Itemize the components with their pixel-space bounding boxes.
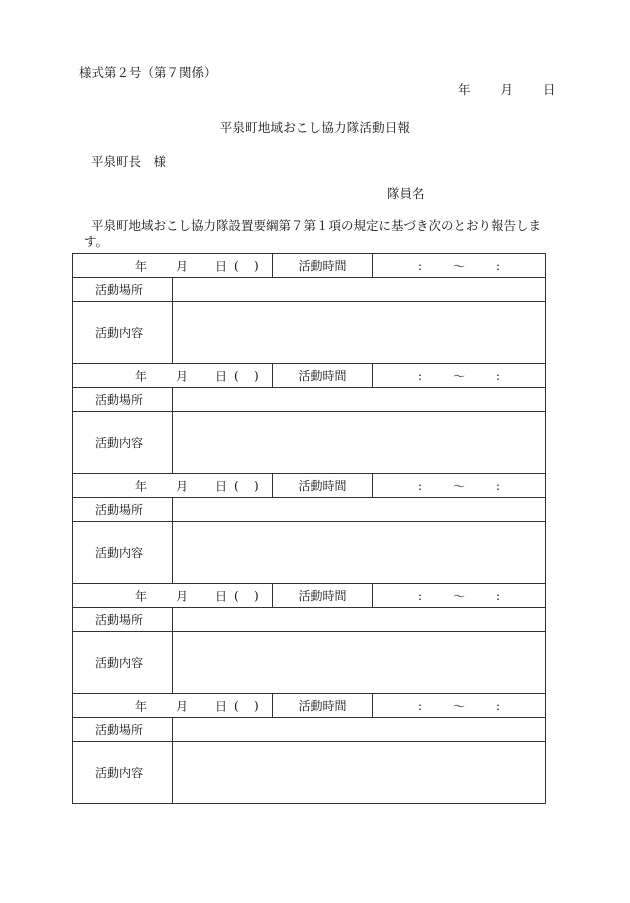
entry-year-label: 年 [135,369,148,383]
time-range-tilde: ～ [453,479,466,493]
activity-content-field[interactable] [173,522,546,584]
entry-day-label: 日 [215,259,228,273]
time-range-tilde: ～ [453,259,466,273]
activity-content-label: 活動内容 [73,302,173,364]
entry-weekday-open: ( [234,478,239,493]
entry-content-row [73,742,546,804]
end-time-colon: : [496,698,501,713]
activity-place-label: 活動場所 [73,278,173,302]
activity-place-field[interactable] [173,718,546,742]
activity-place-field[interactable] [173,278,546,302]
activity-place-field[interactable] [173,608,546,632]
end-time-colon: : [496,478,501,493]
end-time-colon: : [496,588,501,603]
activity-place-label: 活動場所 [73,718,173,742]
entry-place-row [73,278,546,302]
entry-place-row [73,718,546,742]
member-name-label: 隊員名 [387,186,425,201]
entry-month-label: 月 [176,479,189,493]
entry-date-cell[interactable] [73,694,273,718]
activity-time-label: 活動時間 [273,254,373,278]
activity-time-label: 活動時間 [273,584,373,608]
activity-content-label: 活動内容 [73,742,173,804]
entry-place-row [73,498,546,522]
entry-content-row [73,632,546,694]
date-year-label: 年 [458,82,471,97]
entry-date-row [73,474,546,498]
activity-place-label: 活動場所 [73,388,173,412]
time-range-tilde: ～ [453,369,466,383]
activity-place-field[interactable] [173,388,546,412]
activity-content-label: 活動内容 [73,522,173,584]
activity-time-label: 活動時間 [273,694,373,718]
time-range-tilde: ～ [453,589,466,603]
start-time-colon: : [418,368,423,383]
entry-year-label: 年 [135,589,148,603]
date-month-label: 月 [500,82,514,97]
entry-day-label: 日 [215,369,228,383]
activity-content-field[interactable] [173,302,546,364]
entry-date-row [73,254,546,278]
activity-place-label: 活動場所 [73,608,173,632]
entry-place-row [73,388,546,412]
entry-weekday-open: ( [234,258,239,273]
activity-time-cell[interactable] [373,584,546,608]
activity-time-label: 活動時間 [273,364,373,388]
activity-place-field[interactable] [173,498,546,522]
entry-month-label: 月 [176,369,189,383]
start-time-colon: : [418,258,423,273]
form-number: 様式第２号（第７関係） [79,65,217,80]
end-time-colon: : [496,258,501,273]
activity-place-label: 活動場所 [73,498,173,522]
activity-time-cell[interactable] [373,694,546,718]
entry-weekday-close: ) [254,258,259,273]
intro-text: 平泉町地域おこし協力隊設置要綱第７第１項の規定に基づき次のとおり報告します。 [84,218,542,249]
entry-year-label: 年 [135,699,148,713]
entry-day-label: 日 [215,589,228,603]
date-day-label: 日 [543,82,556,97]
activity-content-label: 活動内容 [73,412,173,474]
activity-time-cell[interactable] [373,364,546,388]
entry-month-label: 月 [176,259,189,273]
entry-weekday-close: ) [254,368,259,383]
time-range-tilde: ～ [453,699,466,713]
addressee: 平泉町長 様 [91,154,167,169]
entry-month-label: 月 [176,589,189,603]
activity-time-cell[interactable] [373,474,546,498]
entry-day-label: 日 [215,479,228,493]
start-time-colon: : [418,478,423,493]
entry-date-cell[interactable] [73,474,273,498]
entry-place-row [73,608,546,632]
entry-day-label: 日 [215,699,228,713]
entry-date-cell[interactable] [73,254,273,278]
activity-content-field[interactable] [173,632,546,694]
entry-date-row [73,364,546,388]
activity-content-field[interactable] [173,742,546,804]
entry-content-row [73,412,546,474]
entry-weekday-open: ( [234,588,239,603]
report-date [458,80,556,98]
entry-weekday-close: ) [254,588,259,603]
document-title: 平泉町地域おこし協力隊活動日報 [219,120,411,135]
entry-weekday-open: ( [234,698,239,713]
activity-content-field[interactable] [173,412,546,474]
end-time-colon: : [496,368,501,383]
entry-weekday-close: ) [254,478,259,493]
entry-year-label: 年 [135,259,148,273]
entry-weekday-close: ) [254,698,259,713]
activity-content-label: 活動内容 [73,632,173,694]
entry-weekday-open: ( [234,368,239,383]
activity-time-cell[interactable] [373,254,546,278]
start-time-colon: : [418,698,423,713]
entry-month-label: 月 [176,699,189,713]
entry-date-cell[interactable] [73,584,273,608]
entry-year-label: 年 [135,479,148,493]
start-time-colon: : [418,588,423,603]
entry-date-row [73,584,546,608]
activity-report-table [72,253,546,804]
entry-content-row [73,522,546,584]
activity-time-label: 活動時間 [273,474,373,498]
entry-date-row [73,694,546,718]
entry-date-cell[interactable] [73,364,273,388]
entry-content-row [73,302,546,364]
